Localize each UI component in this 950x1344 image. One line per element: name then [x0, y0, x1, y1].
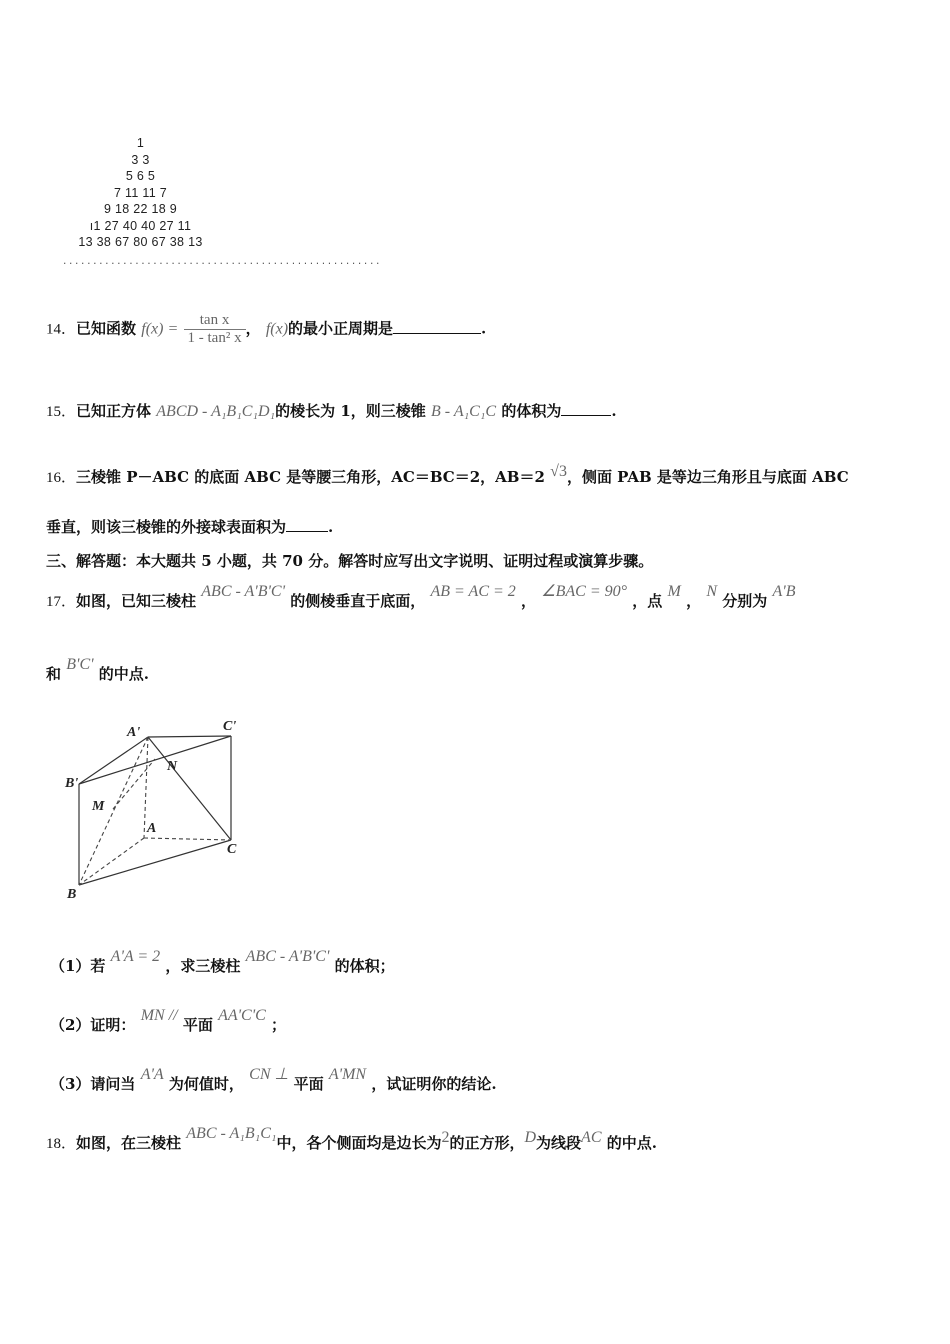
question-number: 14．: [46, 321, 77, 338]
math-expression: ABC - A'B'C': [245, 948, 330, 965]
math-expression: M: [667, 583, 681, 600]
math-expression: ABCD - A₁B₁C₁D₁: [156, 403, 276, 420]
question-text: 已知正方体: [76, 402, 152, 420]
question-text: 的中点.: [606, 1134, 657, 1152]
edge: [148, 736, 231, 737]
section-heading: 三、解答题：本大题共 5 小题，共 70 分。解答时应写出文字说明、证明过程或演算步骤。: [46, 552, 654, 570]
question-text: ，试证明你的结论.: [371, 1075, 497, 1093]
question-text: 的体积；: [334, 957, 395, 975]
label-A-prime: A': [127, 725, 141, 740]
question-17-part-2: [50, 1007, 287, 1035]
punctuation: ，: [245, 319, 261, 338]
prism-diagram: [55, 712, 255, 907]
question-text: 的棱长为 1，则三棱锥: [275, 402, 426, 420]
punctuation: ；: [271, 1016, 287, 1034]
hidden-edge: [79, 737, 148, 885]
question-number: 17．: [46, 594, 77, 610]
label-A: A: [147, 821, 157, 836]
question-text: 分别为: [722, 592, 768, 610]
question-text: 的最小正周期是: [288, 319, 394, 338]
question-text: 为线段: [536, 1134, 582, 1152]
hidden-edge: [79, 838, 144, 885]
question-text: 的中点.: [98, 665, 150, 683]
part-label: （2）证明：: [50, 1016, 136, 1034]
triangle-row: 1: [136, 136, 145, 150]
fraction-numerator: tan x: [184, 312, 246, 330]
triangle-ellipsis: .....................................................: [62, 257, 381, 267]
math-expression: B - A₁C₁C: [431, 403, 497, 420]
triangle-row: 5 6 5: [125, 169, 156, 183]
answer-blank[interactable]: [561, 403, 611, 416]
math-expression: f(x) =: [141, 320, 179, 338]
punctuation: .: [328, 518, 334, 536]
math-expression: AA'C'C: [218, 1007, 266, 1024]
triangle-row: 3 3: [131, 153, 150, 167]
label-B: B: [67, 887, 77, 902]
triangle-row: 9 18 22 18 9: [103, 202, 178, 216]
question-16-line2: [46, 516, 333, 537]
question-17-part-1: [50, 948, 395, 976]
question-text: 三棱锥 P－ABC 的底面 ABC 是等腰三角形，AC＝BC＝2，AB＝2: [76, 468, 545, 486]
punctuation: .: [611, 402, 617, 420]
question-14: [46, 312, 486, 347]
question-text: 垂直，则该三棱锥的外接球表面积为: [46, 518, 287, 536]
question-text: 的体积为: [501, 402, 562, 420]
edge: [79, 840, 231, 885]
answer-blank[interactable]: [393, 321, 481, 334]
label-N: N: [167, 759, 178, 774]
question-text: 和: [46, 665, 62, 683]
math-expression: ∠BAC = 90°: [541, 583, 628, 600]
math-expression: D: [524, 1129, 537, 1146]
question-17-part-3: [50, 1066, 497, 1094]
edge: [79, 736, 231, 784]
question-text: 如图，已知三棱柱: [76, 592, 197, 610]
question-number: 15．: [46, 404, 77, 420]
triangle-row: ı1 27 40 40 27 11: [89, 219, 192, 233]
math-expression: AC: [581, 1129, 602, 1146]
math-expression: MN //: [140, 1007, 178, 1024]
math-expression: A'A: [140, 1066, 164, 1083]
triangle-row: 7 11 11 7: [114, 186, 167, 200]
question-text: 平面: [293, 1075, 324, 1093]
question-text: 如图，在三棱柱: [76, 1134, 182, 1152]
question-text: 中，各个侧面均是边长为: [276, 1134, 442, 1152]
math-expression: f(x): [265, 320, 289, 338]
math-expression: A'A = 2: [110, 948, 161, 965]
punctuation: ，: [521, 592, 537, 610]
question-text: ，点: [632, 592, 663, 610]
math-expression: AB = AC = 2: [430, 583, 516, 600]
punctuation: ，: [686, 592, 702, 610]
label-B-prime: B': [65, 776, 79, 791]
question-18: [46, 1125, 657, 1153]
question-number: 18．: [46, 1136, 77, 1152]
math-expression: CN ⊥: [249, 1066, 289, 1083]
question-17: [46, 583, 796, 611]
question-number: 16．: [46, 470, 77, 486]
math-expression: ABC - A'B'C': [201, 583, 286, 600]
math-expression: N: [706, 583, 718, 600]
hidden-edge: [144, 838, 231, 840]
math-expression: 2: [441, 1129, 450, 1146]
math-expression: A'MN: [328, 1066, 367, 1083]
fraction: [184, 312, 246, 347]
label-C: C: [227, 842, 237, 857]
question-text: 的侧棱垂直于底面，: [290, 592, 426, 610]
question-text: 的正方形，: [449, 1134, 525, 1152]
math-expression: √3: [550, 463, 567, 480]
math-expression: A'B: [772, 583, 796, 600]
question-text: ，侧面 PAB 是等边三角形且与底面 ABC: [566, 468, 849, 486]
part-label: （1）若: [50, 957, 106, 975]
question-15: [46, 400, 617, 421]
label-C-prime: C': [223, 719, 237, 734]
question-text: 平面: [182, 1016, 213, 1034]
question-text: 为何值时，: [168, 1075, 244, 1093]
label-M: M: [92, 799, 105, 814]
question-text: ，求三棱柱: [165, 957, 241, 975]
math-expression: B'C': [66, 656, 94, 673]
edge: [148, 737, 231, 840]
question-text: 已知函数: [76, 319, 137, 338]
math-expression: ABC - A₁B₁C₁: [186, 1125, 277, 1142]
triangle-row: 13 38 67 80 67 38 13: [78, 235, 203, 249]
part-label: （3）请问当: [50, 1075, 136, 1093]
edge: [79, 737, 148, 784]
question-17-line2: [46, 656, 150, 684]
fraction-denominator: 1 - tan² x: [187, 330, 242, 346]
answer-blank[interactable]: [286, 519, 328, 532]
question-16: [46, 463, 849, 487]
punctuation: .: [481, 319, 487, 338]
